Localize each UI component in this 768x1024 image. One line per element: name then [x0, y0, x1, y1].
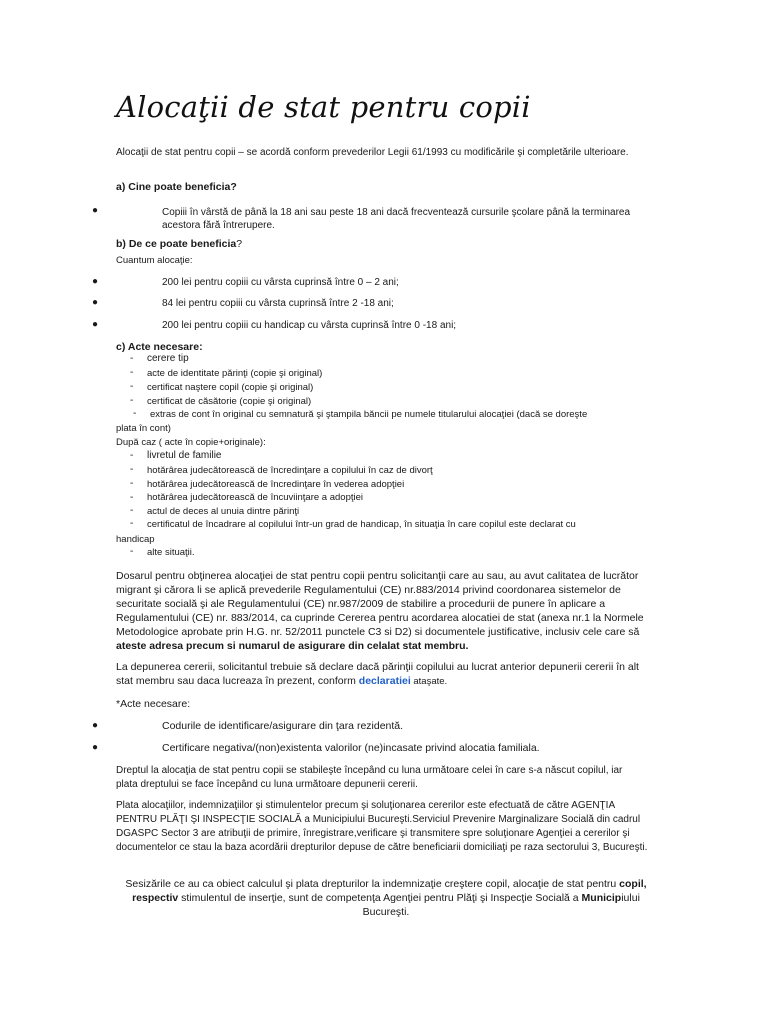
dash-marker: -: [130, 505, 134, 516]
depunere-tail: ataşate.: [410, 676, 448, 687]
section-a-bullet: Copiii în vârstă de până la 18 ani sau peste 18 ani dacă frecventează cursurile şcolare până la terminarea acestora fără întrerupere.: [162, 207, 631, 231]
dash-marker: -: [130, 450, 134, 461]
acte-necesare-heading: *Acte necesare:: [116, 698, 191, 710]
bullet-marker: ●: [92, 297, 99, 308]
bullet-marker: ●: [92, 742, 99, 753]
bullet-marker: ●: [92, 276, 99, 287]
acte-bullet-1: Codurile de identificare/asigurare din ţara rezidentă.: [162, 720, 404, 732]
caz-item-alte: alte situaţii.: [147, 547, 195, 558]
dash-marker: -: [130, 381, 134, 392]
dupa-caz-label: După caz ( acte în copie+originale):: [116, 437, 266, 448]
acte-bullet-2: Certificare negativa/(non)existenta valorilor (ne)incasate privind alocatia familiala.: [162, 742, 540, 754]
dash-marker: -: [130, 367, 134, 378]
caz-item-4: hotărârea judecătorească de încuviinţare a adopţiei: [147, 492, 364, 503]
acte-item-1: cerere tip: [147, 353, 189, 364]
caz-item-5: actul de deces al unuia dintre părinţi: [147, 506, 300, 517]
dash-marker: -: [130, 546, 134, 557]
dash-marker: -: [130, 464, 134, 475]
caz-item-2: hotărârea judecătorească de încredinţare a copilului în caz de divorţ: [147, 465, 433, 476]
acte-item-extras-cont: plata în cont): [116, 423, 171, 434]
section-c-heading: c) Acte necesare:: [116, 341, 203, 353]
dash-marker: -: [133, 408, 137, 419]
dash-marker: -: [130, 395, 134, 406]
dosar-text: Dosarul pentru obţinerea alocaţiei de stat pentru copii pentru solicitanţii care au sau, au avut calitatea de lucrător migrant şi cărora li se aplică prevederile Regulamentului (CE) nr.883/2014 privind coordonarea sistemelor de securitate socială şi ale Regulamentului (CE) nr.987/2009 de stabilire a procedurii de punere în aplicare a Regulamentului (CE) nr. 883/2014, ca cuprinde Cererea pentru acordarea alocatiei de stat (anexa nr.1 la Normele Metodologice aprobate prin H.G. nr. 52/2011 punctele C3 si D2) si documentele justificative, inclusiv cele care să: [116, 570, 644, 638]
section-b-subheading: Cuantum alocaţie:: [116, 255, 193, 266]
acte-item-extras: extras de cont în original cu semnatură şi ştampila băncii pe numele titularului alocaţiei (dacă se doreşte: [150, 409, 588, 420]
cuantum-bullet-1: 200 lei pentru copiii cu vârsta cuprinsă între 0 – 2 ani;: [162, 277, 399, 288]
sesizari-text-2: stimulentul de inserţie, sunt de competenţa Agenţiei pentru Plăţi şi Inspecţie Socială a: [178, 892, 582, 904]
section-b-heading-bold: b) De ce poate beneficia: [116, 238, 237, 250]
depunere-paragraph: [116, 660, 656, 689]
section-b-heading: [116, 238, 242, 250]
acte-item-3: certificat naştere copil (copie şi original): [147, 382, 314, 393]
cuantum-bullet-3: 200 lei pentru copiii cu handicap cu vârsta cuprinsă între 0 -18 ani;: [162, 320, 457, 331]
page-title: Alocaţii de stat pentru copii: [116, 90, 531, 124]
caz-item-handicap-cont: handicap: [116, 534, 155, 545]
declaratiei-link[interactable]: declaratiei: [358, 675, 411, 687]
bullet-marker: ●: [92, 319, 99, 330]
section-b-heading-tail: ?: [236, 238, 243, 250]
dash-marker: -: [130, 478, 134, 489]
caz-item-handicap: certificatul de încadrare al copilului într-un grad de handicap, în situaţia în care copilul este declarat cu: [147, 519, 576, 530]
acte-item-2: acte de identitate părinţi (copie şi original): [147, 368, 323, 379]
sesizari-text-3: iului Bucureşti.: [362, 892, 640, 918]
caz-item-1: livretul de familie: [147, 450, 222, 461]
sesizari-text-1: Sesizările ce au ca obiect calculul şi plata drepturilor la indemnizaţie creştere copil, alocaţie de stat pentru: [125, 878, 620, 890]
plata-paragraph: Plata alocaţiilor, indemnizaţiilor şi stimulentelor precum şi soluţionarea cererilor este efectuată de către AGENŢIA PENTRU PLĂŢI ŞI INSPECŢIE SOCIALĂ a Municipiului Bucureşti.Serviciul Prevenire Marginalizare Socială din cadrul DGASPC Sector 3 are atribuţii de primire, înregistrare,verificare şi transmitere spre soluţionare Agenţiei a cererilor şi documentelor ce stau la baza acordării drepturilor depuse de către beneficiarii domiciliaţi pe raza sectorului 3, Bucureşti.: [116, 800, 648, 853]
bullet-marker: ●: [92, 720, 99, 731]
dash-marker: -: [130, 353, 134, 364]
depunere-text: La depunerea cererii, solicitantul trebuie să declare dacă părinţii copilului au lucrat anterior depunerii cererii în alt stat membru sau daca lucreaza în prezent, conform: [116, 661, 639, 687]
sesizari-bold-1: copil, respectiv: [132, 878, 647, 904]
dosar-bold-text: ateste adresa precum si numarul de asigurare din celalat stat membru.: [116, 640, 469, 652]
bullet-marker: ●: [92, 205, 99, 216]
sesizari-paragraph: [116, 877, 656, 919]
dosar-paragraph: [116, 569, 654, 653]
acte-item-4: certificat de căsătorie (copie şi original): [147, 396, 312, 407]
dash-marker: -: [130, 492, 134, 503]
sesizari-bold-2: Municip: [581, 892, 622, 904]
caz-item-3: hotărârea judecătorească de încredinţare în vederea adopţiei: [147, 479, 405, 490]
section-a-heading: a) Cine poate beneficia?: [116, 181, 237, 193]
intro-paragraph: Alocaţii de stat pentru copii – se acordă conform prevederilor Legii 61/1993 cu modificările şi completările ulterioare.: [116, 147, 629, 158]
dreptul-paragraph: Dreptul la alocaţia de stat pentru copii se stabileşte începând cu luna următoare celei în care s-a născut copilul, iar plata dreptului se face începând cu luna următoare depunerii cererii.: [116, 765, 623, 790]
cuantum-bullet-2: 84 lei pentru copiii cu vârsta cuprinsă între 2 -18 ani;: [162, 298, 394, 309]
dash-marker: -: [130, 518, 134, 529]
